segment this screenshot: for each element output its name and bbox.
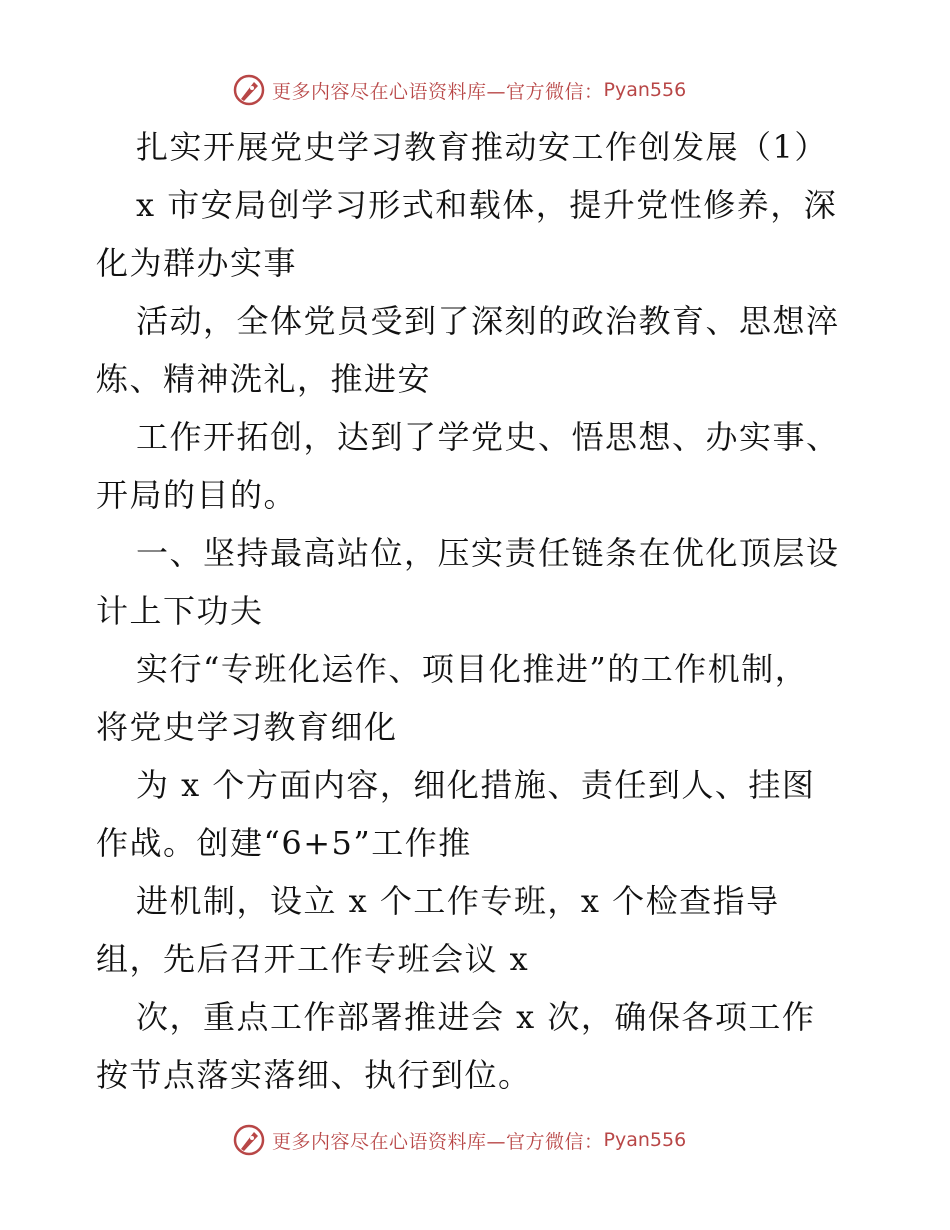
section-heading-continued: 计上下功夫 <box>96 592 264 630</box>
watermark-text: 更多内容尽在心语资料库—官方微信： <box>272 1130 604 1153</box>
pen-nib-logo-icon <box>232 1123 266 1157</box>
paragraph-line: 将党史学习教育细化 <box>96 708 398 746</box>
paragraph-line: 次，重点工作部署推进会 x 次，确保各项工作 <box>136 998 816 1036</box>
paragraph-line: 实行“专班化运作、项目化推进”的工作机制， <box>136 650 809 688</box>
paragraph-line: 作战。创建“6+5”工作推 <box>96 824 472 862</box>
header-watermark <box>232 72 686 108</box>
watermark-wechat-id: Pyan556 <box>603 1129 687 1151</box>
paragraph-line: 化为群办实事 <box>96 244 298 282</box>
pen-nib-logo-icon <box>232 73 266 107</box>
document-body <box>96 118 866 1104</box>
watermark-text: 更多内容尽在心语资料库—官方微信： <box>272 80 604 103</box>
section-heading: 一、坚持最高站位，压实责任链条在优化顶层设 <box>136 534 840 572</box>
paragraph-line: 工作开拓创，达到了学党史、悟思想、办实事、 <box>136 418 840 456</box>
document-title: 扎实开展党史学习教育推动安工作创发展（1） <box>136 128 828 166</box>
paragraph-line: 组，先后召开工作专班会议 x <box>96 940 530 978</box>
footer-watermark <box>232 1122 686 1158</box>
paragraph-line: 开局的目的。 <box>96 476 298 514</box>
paragraph-line: 按节点落实落细、执行到位。 <box>96 1056 532 1094</box>
paragraph-line: 活动，全体党员受到了深刻的政治教育、思想淬 <box>136 302 840 340</box>
paragraph-line: 进机制，设立 x 个工作专班，x 个检查指导 <box>136 882 780 920</box>
paragraph-line: x 市安局创学习形式和载体，提升党性修养，深 <box>136 186 838 224</box>
paragraph-line: 为 x 个方面内容，细化措施、责任到人、挂图 <box>136 766 816 804</box>
watermark-wechat-id: Pyan556 <box>603 79 687 101</box>
paragraph-line: 炼、精神洗礼，推进安 <box>96 360 432 398</box>
